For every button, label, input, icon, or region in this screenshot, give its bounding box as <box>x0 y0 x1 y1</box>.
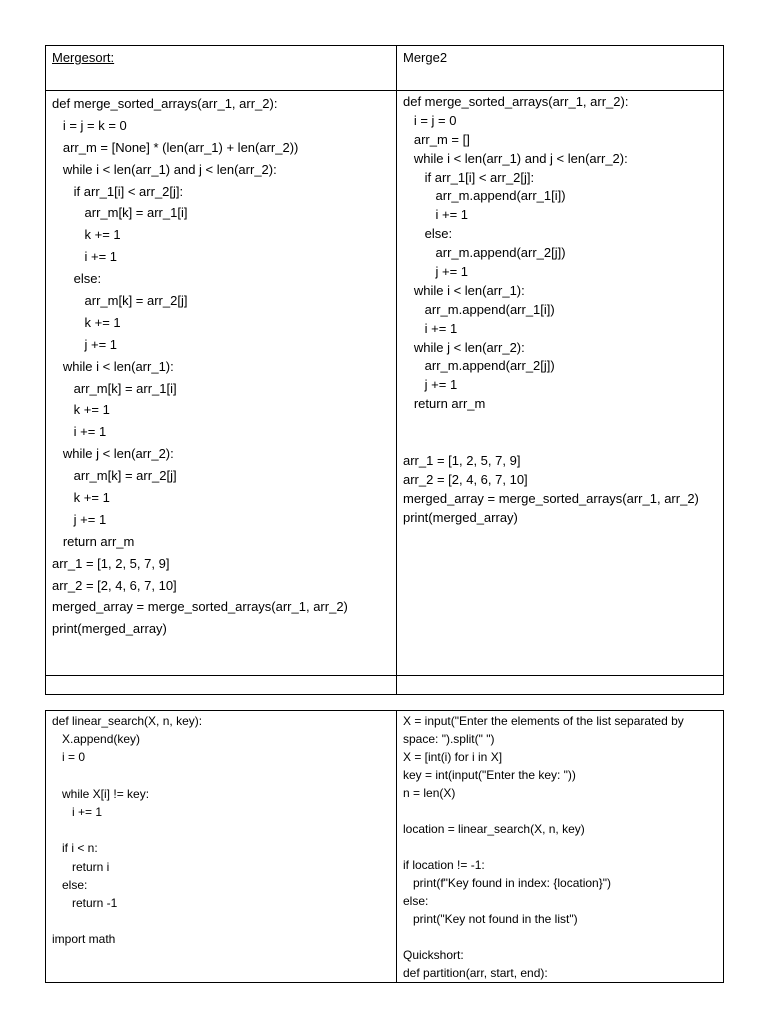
linear-search-code-cell <box>46 711 397 983</box>
code-line: print(merged_array) <box>403 509 518 525</box>
code-line: i += 1 <box>403 207 469 223</box>
code-line: arr_m = [] <box>403 131 470 147</box>
code-line <box>403 802 717 820</box>
code-line: arr_m[k] = arr_2[j] <box>52 293 188 309</box>
code-line: i += 1 <box>403 320 458 336</box>
code-line: merged_array = merge_sorted_arrays(arr_1, arr_2) <box>52 599 348 615</box>
code-line: k += 1 <box>52 314 121 330</box>
code-line: print(f"Key found in index: {location}") <box>403 876 611 890</box>
empty-cell-right <box>397 676 724 695</box>
code-line: while i < len(arr_1): <box>52 358 174 374</box>
merge2-code-cell <box>397 91 724 676</box>
code-line: key = int(input("Enter the key: ")) <box>403 768 576 782</box>
header-cell-right <box>397 46 724 91</box>
code-line: print(merged_array) <box>52 621 167 637</box>
search-driver-code-cell <box>397 711 724 983</box>
code-line: def merge_sorted_arrays(arr_1, arr_2): <box>403 94 629 109</box>
code-line: i = j = 0 <box>403 112 457 128</box>
code-line: if i < n: <box>52 841 98 856</box>
code-line: return i <box>52 859 110 874</box>
code-line: else: <box>52 271 102 287</box>
code-line: import math <box>52 932 116 947</box>
code-line: else: <box>403 894 429 908</box>
code-row <box>46 91 724 676</box>
code-line: i = 0 <box>52 750 86 765</box>
search-code-table <box>45 710 724 983</box>
code-line: arr_m[k] = arr_1[i] <box>52 380 177 396</box>
code-line <box>403 433 717 452</box>
code-line: merged_array = merge_sorted_arrays(arr_1, arr_2) <box>403 490 699 506</box>
code-line: arr_m.append(arr_2[j]) <box>403 245 566 261</box>
code-line: k += 1 <box>52 227 121 243</box>
code-line: while i < len(arr_1) and j < len(arr_2): <box>52 161 277 177</box>
code-line: arr_m.append(arr_1[i]) <box>403 188 566 204</box>
code-line: k += 1 <box>52 402 110 418</box>
header-cell-left <box>46 46 397 91</box>
code-line: n = len(X) <box>403 786 456 800</box>
search-driver-code-block <box>403 712 717 982</box>
code-line <box>403 414 717 433</box>
code-line: X = [int(i) for i in X] <box>403 750 503 764</box>
code-line: j += 1 <box>403 264 469 280</box>
code-line: def merge_sorted_arrays(arr_1, arr_2): <box>52 96 278 111</box>
code-line: while j < len(arr_2): <box>52 446 174 462</box>
code-line: print("Key not found in the list") <box>403 912 578 926</box>
code-line: arr_m[k] = arr_1[i] <box>52 205 188 221</box>
code-line: while i < len(arr_1) and j < len(arr_2): <box>403 150 628 166</box>
code-line: X.append(key) <box>52 732 141 747</box>
code-line: j += 1 <box>52 336 118 352</box>
code-line: j += 1 <box>52 511 107 527</box>
mergesort-heading: Mergesort: <box>52 50 115 65</box>
code-line: arr_1 = [1, 2, 5, 7, 9] <box>403 452 521 468</box>
code-line: else: <box>52 877 88 892</box>
code-line <box>52 767 390 785</box>
code-line: if location != -1: <box>403 858 485 872</box>
code-line <box>52 912 390 930</box>
code-line: space: ").split(" ") <box>403 732 495 746</box>
code-line: Quickshort: <box>403 948 464 962</box>
code-line: i += 1 <box>52 804 103 819</box>
code-line <box>403 928 717 946</box>
merge-code-table <box>45 45 724 695</box>
code-line: while X[i] != key: <box>52 786 150 801</box>
code-line: arr_m.append(arr_2[j]) <box>403 358 555 374</box>
empty-cell-left <box>46 676 397 695</box>
header-row <box>46 46 724 91</box>
code-line: arr_m.append(arr_1[i]) <box>403 301 555 317</box>
code-line: else: <box>403 226 453 242</box>
code-line: def linear_search(X, n, key): <box>52 714 203 728</box>
code-line <box>52 821 390 839</box>
code-line: def partition(arr, start, end): <box>403 966 548 980</box>
code-line: k += 1 <box>52 490 110 506</box>
mergesort-code-block <box>52 93 390 640</box>
code-line: X = input("Enter the elements of the list separated by <box>403 714 684 728</box>
code-line: arr_2 = [2, 4, 6, 7, 10] <box>403 471 528 487</box>
code-line: return -1 <box>52 895 118 910</box>
code-line: while i < len(arr_1): <box>403 282 525 298</box>
code-line: arr_m = [None] * (len(arr_1) + len(arr_2)) <box>52 139 299 155</box>
code-line: if arr_1[i] < arr_2[j]: <box>403 169 535 185</box>
code-line <box>403 838 717 856</box>
code-line: return arr_m <box>403 396 486 412</box>
code-line: location = linear_search(X, n, key) <box>403 822 585 836</box>
code-line: i = j = k = 0 <box>52 117 127 133</box>
code-line: arr_1 = [1, 2, 5, 7, 9] <box>52 555 170 571</box>
merge2-heading: Merge2 <box>403 50 448 65</box>
code-line: return arr_m <box>52 533 135 549</box>
code-line: j += 1 <box>403 377 458 393</box>
linear-search-code-block <box>52 712 390 948</box>
code-line: i += 1 <box>52 424 107 440</box>
code-line: if arr_1[i] < arr_2[j]: <box>52 183 184 199</box>
code-line: i += 1 <box>52 249 118 265</box>
merge2-code-block <box>403 93 717 527</box>
code-line: while j < len(arr_2): <box>403 339 525 355</box>
code-line: arr_2 = [2, 4, 6, 7, 10] <box>52 577 177 593</box>
code-row <box>46 711 724 983</box>
empty-row <box>46 676 724 695</box>
code-line: arr_m[k] = arr_2[j] <box>52 468 177 484</box>
mergesort-code-cell <box>46 91 397 676</box>
